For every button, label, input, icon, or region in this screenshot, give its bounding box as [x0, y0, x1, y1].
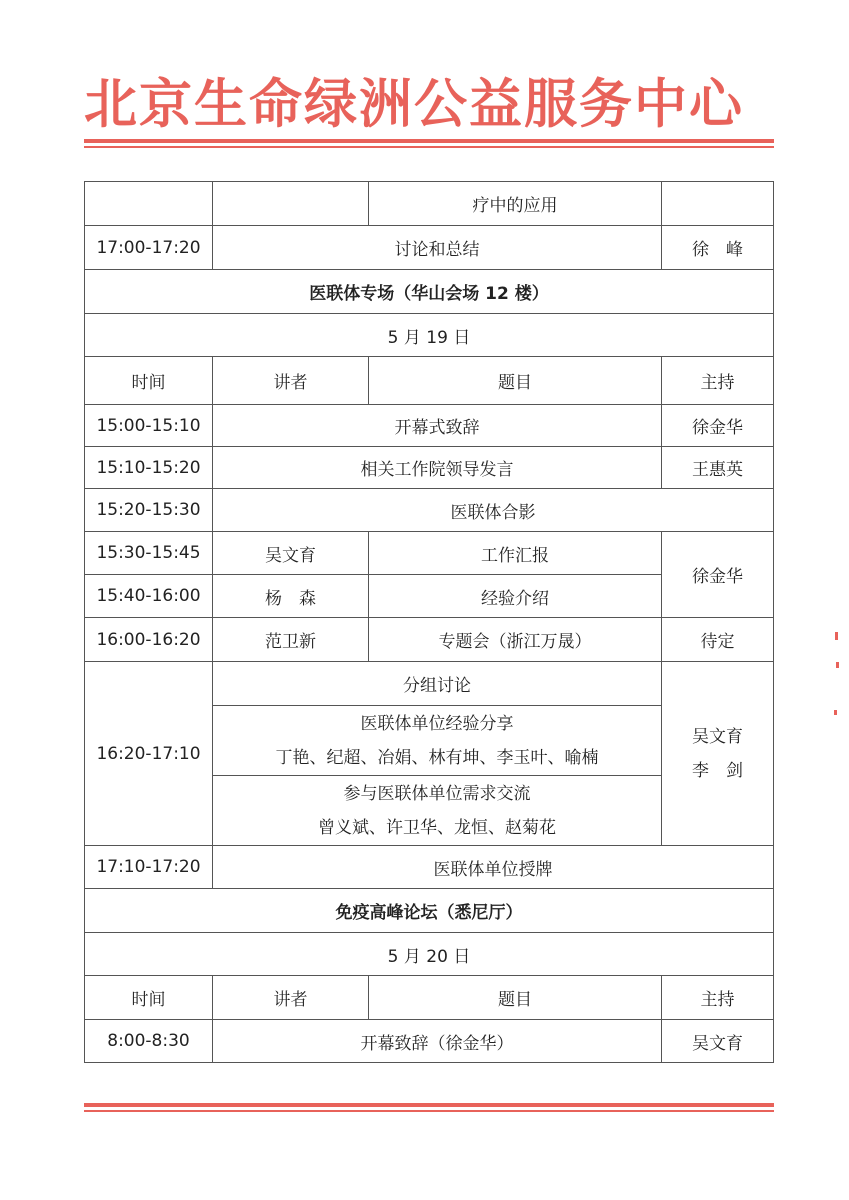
section-date: 5 月 19 日	[85, 314, 774, 357]
time-cell: 17:00-17:20	[85, 226, 213, 270]
host-name: 李 剑	[692, 760, 743, 781]
time-cell: 8:00-8:30	[85, 1020, 213, 1063]
section-title: 免疫高峰论坛（悉尼厅）	[85, 889, 774, 933]
time-cell: 16:00-16:20	[85, 618, 213, 662]
table-row	[85, 1020, 774, 1063]
topic-cell: 医联体合影	[213, 489, 774, 532]
table-cell	[85, 182, 213, 226]
footer-rule-thin	[84, 1110, 774, 1112]
column-header-topic: 题目	[369, 976, 662, 1020]
section-date: 5 月 20 日	[85, 933, 774, 976]
subtopic-title: 参与医联体单位需求交流	[343, 783, 531, 804]
header-row	[85, 357, 774, 405]
host-cell	[662, 662, 774, 846]
speaker-cell: 吴文育	[213, 532, 369, 575]
time-cell: 15:30-15:45	[85, 532, 213, 575]
table-row	[85, 846, 774, 889]
edge-mark	[835, 632, 838, 640]
speaker-cell: 杨 森	[213, 575, 369, 618]
edge-mark	[836, 662, 839, 668]
host-cell: 吴文育	[662, 1020, 774, 1063]
column-header-topic: 题目	[369, 357, 662, 405]
table-row	[85, 314, 774, 357]
column-header-time: 时间	[85, 976, 213, 1020]
header-row	[85, 976, 774, 1020]
topic-cell: 开幕式致辞	[213, 405, 662, 447]
time-cell: 17:10-17:20	[85, 846, 213, 889]
subtopic-title: 医联体单位经验分享	[360, 713, 514, 734]
topic-cell: 相关工作院领导发言	[213, 447, 662, 489]
topic-cell: 讨论和总结	[213, 226, 662, 270]
table-row	[85, 532, 774, 575]
table-row	[85, 182, 774, 226]
table-row	[85, 489, 774, 532]
table-row	[85, 405, 774, 447]
table-row	[85, 618, 774, 662]
time-cell: 15:10-15:20	[85, 447, 213, 489]
group-subtopic	[213, 706, 662, 776]
group-subtopic	[213, 776, 662, 846]
group-discussion-title: 分组讨论	[213, 662, 662, 706]
column-header-time: 时间	[85, 357, 213, 405]
column-header-speaker: 讲者	[213, 357, 369, 405]
header-rule-thick	[84, 139, 774, 143]
table-cell	[662, 182, 774, 226]
host-cell: 徐 峰	[662, 226, 774, 270]
table-cell	[213, 182, 369, 226]
subtopic-participants: 丁艳、纪超、冶娟、林有坤、李玉叶、喻楠	[275, 747, 599, 768]
host-cell: 王惠英	[662, 447, 774, 489]
host-cell: 徐金华	[662, 532, 774, 618]
topic-cell: 专题会（浙江万晟）	[369, 618, 662, 662]
column-header-host: 主持	[662, 357, 774, 405]
topic-cell: 开幕致辞（徐金华）	[213, 1020, 662, 1063]
table-row	[85, 662, 774, 706]
table-row	[85, 889, 774, 933]
footer-rule-thick	[84, 1103, 774, 1107]
time-cell: 15:00-15:10	[85, 405, 213, 447]
schedule-table	[84, 181, 774, 1063]
host-name: 吴文育	[692, 726, 743, 747]
topic-cell: 工作汇报	[369, 532, 662, 575]
section-title: 医联体专场（华山会场 12 楼）	[85, 270, 774, 314]
subtopic-participants: 曾义斌、许卫华、龙恒、赵菊花	[318, 817, 556, 838]
topic-cell: 疗中的应用	[369, 182, 662, 226]
topic-cell: 经验介绍	[369, 575, 662, 618]
table-row	[85, 270, 774, 314]
edge-mark	[834, 710, 837, 715]
org-letterhead-title: 北京生命绿洲公益服务中心	[84, 73, 744, 135]
header-rule-thin	[84, 146, 774, 148]
column-header-speaker: 讲者	[213, 976, 369, 1020]
table-row	[85, 933, 774, 976]
column-header-host: 主持	[662, 976, 774, 1020]
table-row	[85, 447, 774, 489]
topic-cell: 医联体单位授牌	[213, 846, 774, 889]
host-cell: 待定	[662, 618, 774, 662]
host-cell: 徐金华	[662, 405, 774, 447]
time-cell: 15:40-16:00	[85, 575, 213, 618]
table-row	[85, 226, 774, 270]
time-cell: 16:20-17:10	[85, 662, 213, 846]
speaker-cell: 范卫新	[213, 618, 369, 662]
time-cell: 15:20-15:30	[85, 489, 213, 532]
